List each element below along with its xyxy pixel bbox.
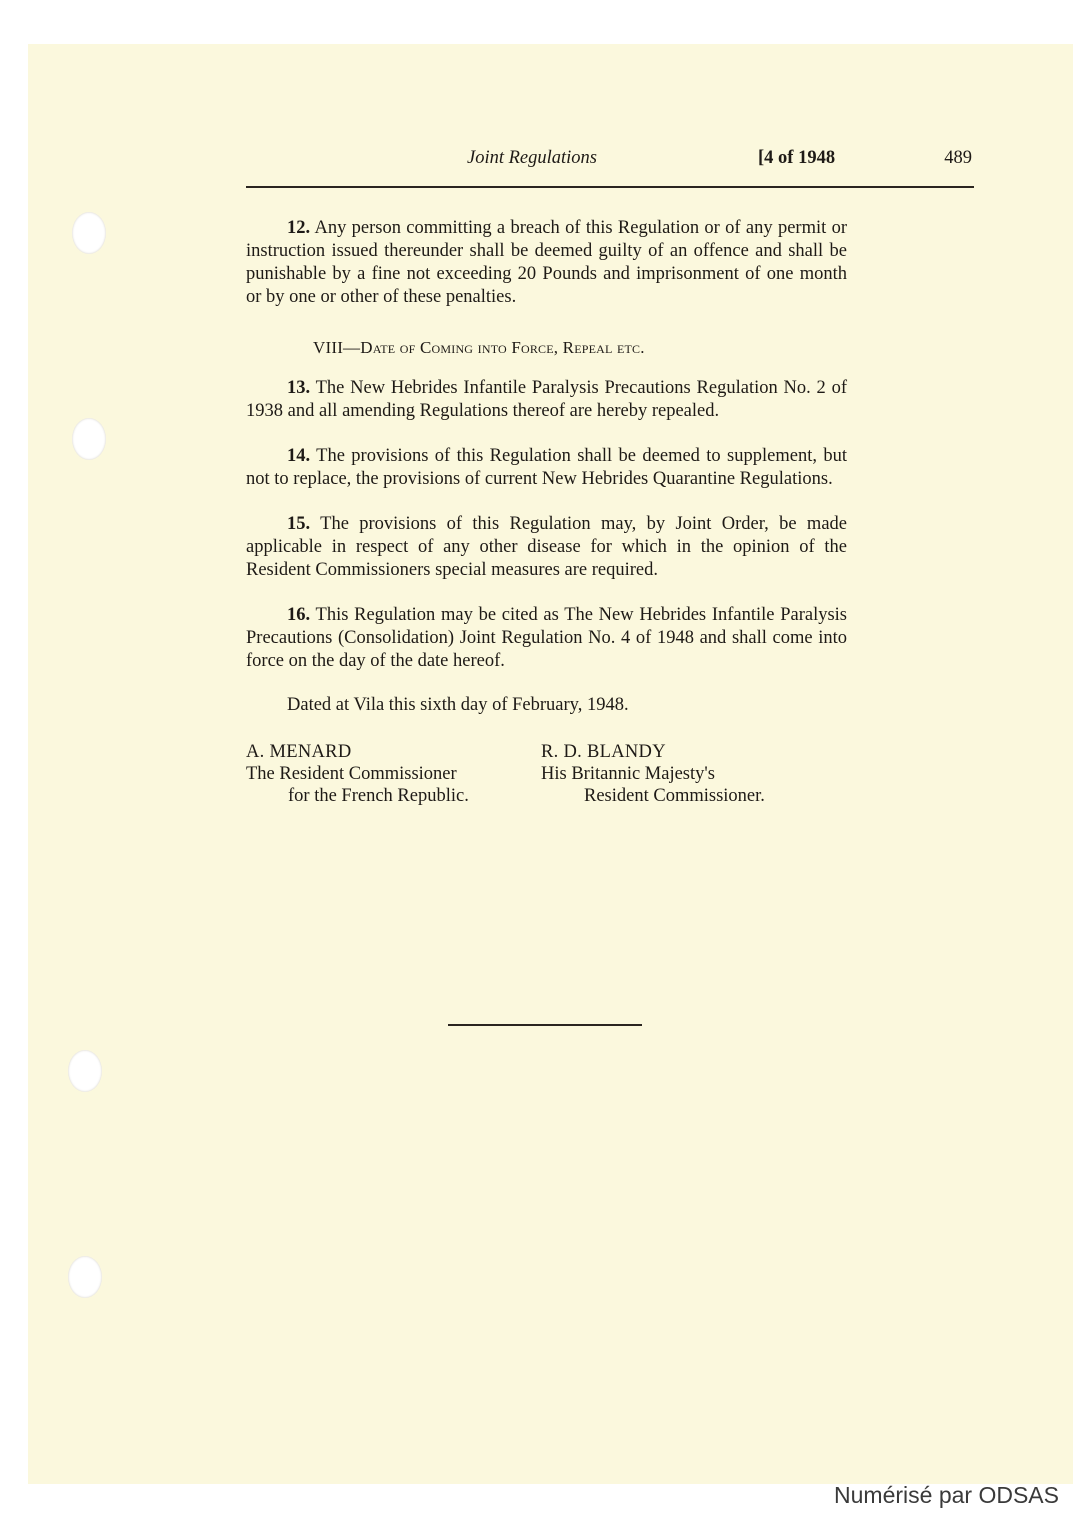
punch-hole-2 — [72, 418, 106, 460]
dated-line: Dated at Vila this sixth day of February, 1948. — [287, 695, 629, 715]
section-16 — [246, 604, 847, 673]
scan-watermark: Numérisé par ODSAS — [834, 1482, 1059, 1508]
regulation-body — [246, 217, 847, 821]
signatory-title-continued: Resident Commissioner. — [584, 786, 765, 806]
section-number: 16. — [287, 605, 311, 625]
signature-block — [246, 741, 847, 821]
punch-hole-3 — [68, 1050, 102, 1092]
section-12 — [246, 217, 847, 309]
section-text: The provisions of this Regulation shall be deemed to supplement, but not to replace, the provisions of current New Hebrides Quarantine Regulations. — [246, 446, 847, 489]
section-13 — [246, 377, 847, 423]
running-title: Joint Regulations — [467, 148, 597, 168]
signatory-french — [246, 741, 469, 807]
section-number: 13. — [287, 378, 311, 398]
signatory-title: The Resident Commissioner — [246, 764, 457, 784]
end-rule — [448, 1024, 642, 1026]
signatory-british — [541, 741, 765, 807]
section-14 — [246, 445, 847, 491]
section-text: The New Hebrides Infantile Paralysis Precautions Regulation No. 2 of 1938 and all amending Regulations thereof are hereby repealed. — [246, 378, 847, 421]
signatory-name: A. MENARD — [246, 742, 352, 762]
section-number: 14. — [287, 446, 311, 466]
signatory-title: His Britannic Majesty's — [541, 764, 715, 784]
section-15 — [246, 513, 847, 582]
punch-hole-4 — [68, 1256, 102, 1298]
section-text: This Regulation may be cited as The New Hebrides Infantile Paralysis Precautions (Consolidation) Joint Regulation No. 4 of 1948 and shall come into force on the day of the date hereof. — [246, 605, 847, 671]
part-heading: VIII—Date of Coming into Force, Repeal etc. — [313, 338, 645, 357]
punch-hole-1 — [72, 212, 106, 254]
section-text: Any person committing a breach of this Regulation or of any permit or instruction issued thereunder shall be deemed guilty of an offence and shall be punishable by a fine not exceeding 20 Pounds and imprisonment of one month or by one or other of these penalties. — [246, 218, 848, 307]
act-reference: [4 of 1948 — [758, 148, 836, 168]
page-header — [246, 148, 972, 176]
page-number: 489 — [944, 148, 972, 168]
signatory-name: R. D. BLANDY — [541, 742, 666, 762]
header-rule — [246, 186, 974, 188]
signatory-title-continued: for the French Republic. — [288, 786, 469, 806]
section-text: The provisions of this Regulation may, by Joint Order, be made applicable in respect of any other disease for which in the opinion of the Resident Commissioners special measures are required. — [246, 514, 847, 580]
section-number: 15. — [287, 514, 311, 534]
section-number: 12. — [287, 218, 311, 238]
